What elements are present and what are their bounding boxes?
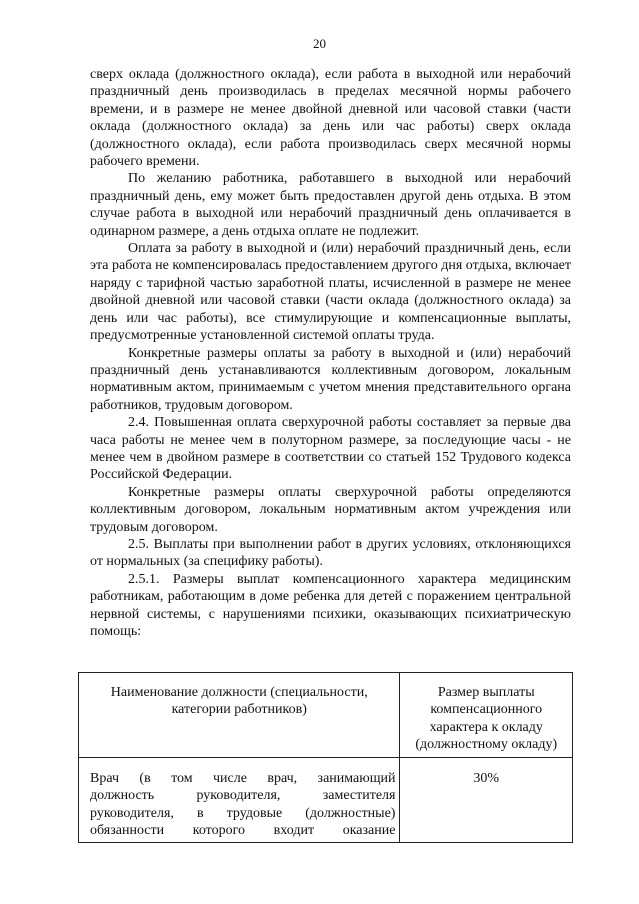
paragraph-6: Конкретные размеры оплаты сверхурочной работы определяются коллективным договором, локальным нормативным актом учреждения или трудовым договором.	[90, 484, 571, 535]
paragraph-5: 2.4. Повышенная оплата сверхурочной работы составляет за первые два часа работы не менее чем в полуторном размере, за последующие часы - не менее чем в двойном размере в соответствии со статьей 152 Трудового кодекса Российской Федерации.	[90, 415, 571, 483]
paragraph-7: 2.5. Выплаты при выполнении работ в других условиях, отклоняющихся от нормальных (за специфику работы).	[90, 536, 571, 570]
header-position-cell	[79, 673, 400, 758]
paragraph-1: сверх оклада (должностного оклада), если работа в выходной или нерабочий праздничный день производилась в пределах месячной нормы рабочего времени, и в размере не менее двойной дневной или часовой ставки (части оклада (должностного оклада) за день или час работы) сверх оклада (должностного оклада), если работа производилась сверх месячной нормы рабочего времени.	[90, 67, 571, 170]
payment-rate-cell: 30%	[400, 758, 573, 843]
position-line: руководителя, в трудовые (должностные)	[90, 805, 396, 821]
header-payment-line: характера к окладу	[429, 719, 543, 735]
paragraph-4: Конкретные размеры оплаты за работу в выходной и (или) нерабочий праздничный день устанавливаются коллективным договором, локальным нормативным актом, принимаемым с учетом мнения представительного органа работников, трудовым договором.	[90, 345, 571, 413]
table-header-row	[79, 673, 573, 758]
position-line: обязанности которого входит оказание	[90, 823, 396, 839]
header-payment-line: (должностному окладу)	[415, 737, 558, 753]
page-number: 20	[313, 36, 326, 51]
header-payment-line: компенсационного	[430, 702, 543, 718]
header-position-line: категории работников)	[171, 702, 307, 718]
header-payment-line: Размер выплаты	[437, 685, 535, 700]
position-cell	[79, 758, 400, 843]
compensation-table	[78, 672, 573, 843]
paragraph-3: Оплата за работу в выходной и (или) нерабочий праздничный день, если эта работа не компенсировалась предоставлением другого дня отдыха, включает наряду с тарифной частью заработной платы, исчисленной в размере не менее двойной дневной или часовой ставки (части оклада (должностного оклада) за день или час работы), все стимулирующие и компенсационные выплаты, предусмотренные установленной системой оплаты труда.	[90, 241, 571, 344]
document-body	[90, 66, 571, 640]
position-line: должность руководителя, заместителя	[90, 788, 396, 804]
position-line: Врач (в том числе врач, занимающий	[90, 771, 396, 786]
header-position-line: Наименование должности (специальности,	[110, 685, 368, 700]
paragraph-8: 2.5.1. Размеры выплат компенсационного характера медицинским работникам, работающим в доме ребенка для детей с поражением центральной нервной системы, с нарушениями психики, оказывающих психиатрическую помощь:	[90, 571, 571, 639]
header-payment-cell	[400, 673, 573, 758]
paragraph-2: По желанию работника, работавшего в выходной или нерабочий праздничный день, ему может быть предоставлен другой день отдыха. В этом случае работа в выходной или нерабочий праздничный день оплачивается в одинарном размере, а день отдыха оплате не подлежит.	[90, 171, 571, 239]
table-row	[79, 758, 573, 843]
